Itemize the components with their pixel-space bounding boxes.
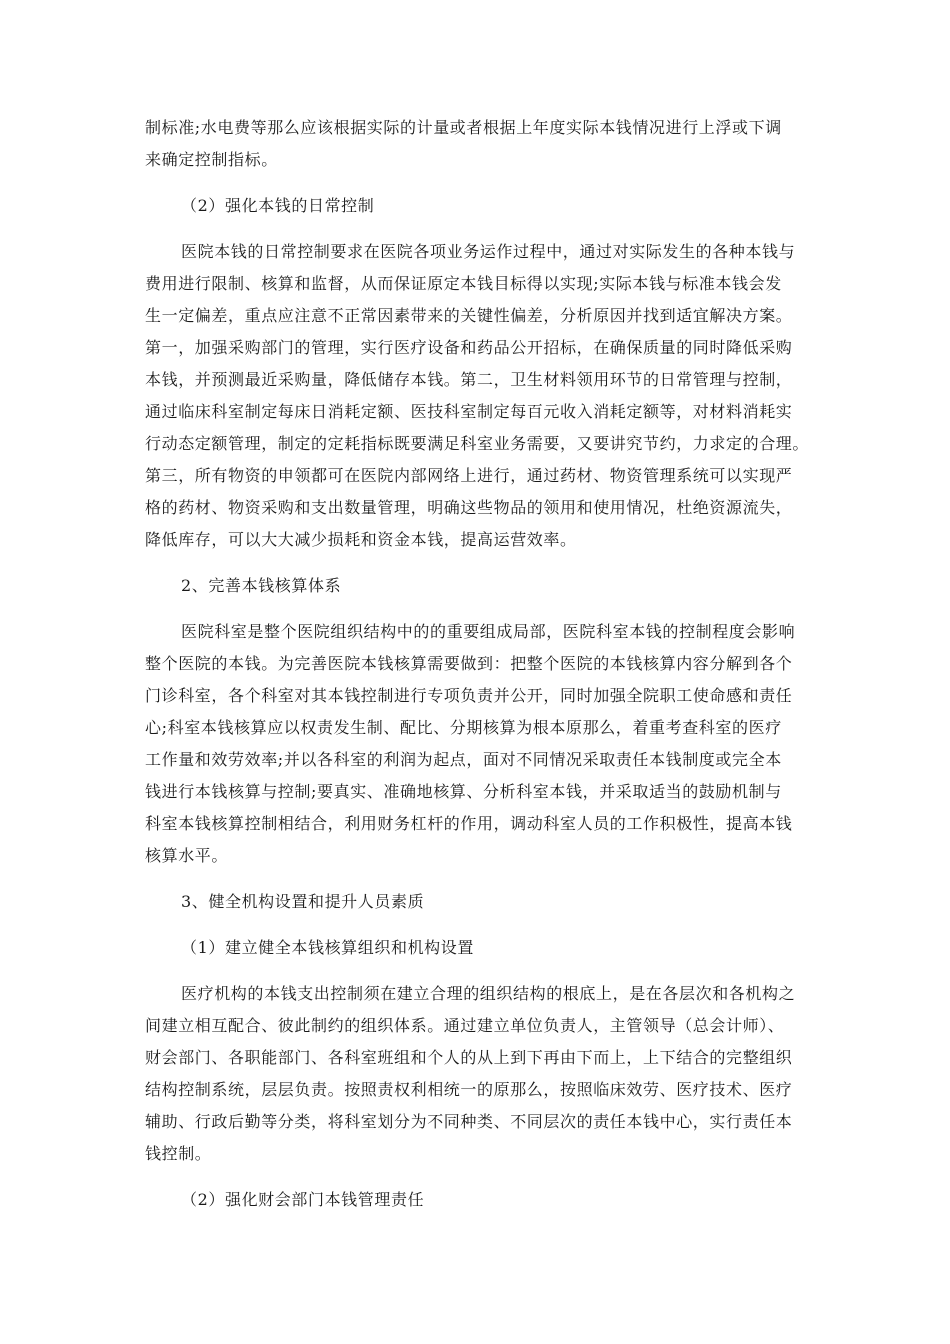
paragraph-top	[145, 112, 835, 176]
section-heading-3-1: （1）建立健全本钱核算组织和机构设置	[181, 938, 474, 957]
text-line: 本钱，并预测最近采购量，降低储存本钱。第二，卫生材料领用环节的日常管理与控制，	[145, 370, 793, 389]
text-line: 整个医院的本钱。为完善医院本钱核算需要做到：把整个医院的本钱核算内容分解到各个	[145, 654, 793, 673]
paragraph-accounting	[145, 616, 835, 872]
text-line: 核算水平。	[145, 846, 229, 865]
text-line: 钱控制。	[145, 1144, 212, 1163]
text-line: 心;科室本钱核算应以权责发生制、配比、分期核算为根本原那么，着重考查科室的医疗	[145, 718, 782, 737]
paragraph-daily-control	[145, 236, 835, 556]
text-line: 格的药材、物资采购和支出数量管理，明确这些物品的领用和使用情况，杜绝资源流失，	[145, 498, 793, 517]
text-line: 行动态定额管理，制定的定耗指标既要满足科室业务需要，又要讲究节约，力求定的合理。	[145, 434, 810, 453]
text-line: 制标准;水电费等那么应该根据实际的计量或者根据上年度实际本钱情况进行上浮或下调	[145, 118, 782, 137]
paragraph-organization	[145, 978, 835, 1170]
text-line: 医院本钱的日常控制要求在医院各项业务运作过程中，通过对实际发生的各种本钱与	[181, 242, 796, 261]
text-line: 医疗机构的本钱支出控制须在建立合理的组织结构的根底上，是在各层次和各机构之	[181, 984, 796, 1003]
text-line: 辅助、行政后勤等分类，将科室划分为不同种类、不同层次的责任本钱中心，实行责任本	[145, 1112, 793, 1131]
text-line: 降低库存，可以大大减少损耗和资金本钱，提高运营效率。	[145, 530, 577, 549]
section-heading-2-2: （2）强化本钱的日常控制	[181, 196, 375, 215]
section-heading-2: 2、完善本钱核算体系	[181, 576, 342, 595]
text-line: 费用进行限制、核算和监督，从而保证原定本钱目标得以实现;实际本钱与标准本钱会发	[145, 274, 782, 293]
text-line: 间建立相互配合、彼此制约的组织体系。通过建立单位负责人，主管领导（总会计师）、	[145, 1016, 785, 1035]
text-line: 第一，加强采购部门的管理，实行医疗设备和药品公开招标，在确保质量的同时降低采购	[145, 338, 793, 357]
section-heading-3: 3、健全机构设置和提升人员素质	[181, 892, 425, 911]
text-line: 结构控制系统，层层负责。按照责权利相统一的原那么，按照临床效劳、医疗技术、医疗	[145, 1080, 793, 1099]
text-line: 财会部门、各职能部门、各科室班组和个人的从上到下再由下而上，上下结合的完整组织	[145, 1048, 793, 1067]
text-line: 医院科室是整个医院组织结构中的的重要组成局部，医院科室本钱的控制程度会影响	[181, 622, 796, 641]
text-line: 第三，所有物资的申领都可在医院内部网络上进行，通过药材、物资管理系统可以实现严	[145, 466, 793, 485]
text-line: 门诊科室，各个科室对其本钱控制进行专项负责并公开，同时加强全院职工使命感和责任	[145, 686, 793, 705]
text-line: 来确定控制指标。	[145, 150, 278, 169]
text-line: 工作量和效劳效率;并以各科室的利润为起点，面对不同情况采取责任本钱制度或完全本	[145, 750, 782, 769]
document-body	[145, 112, 835, 1216]
text-line: 科室本钱核算控制相结合，利用财务杠杆的作用，调动科室人员的工作积极性，提高本钱	[145, 814, 793, 833]
section-heading-3-2: （2）强化财会部门本钱管理责任	[181, 1190, 425, 1209]
text-line: 钱进行本钱核算与控制;要真实、准确地核算、分析科室本钱，并采取适当的鼓励机制与	[145, 782, 782, 801]
text-line: 通过临床科室制定每床日消耗定额、医技科室制定每百元收入消耗定额等，对材料消耗实	[145, 402, 793, 421]
text-line: 生一定偏差，重点应注意不正常因素带来的关键性偏差，分析原因并找到适宜解决方案。	[145, 306, 793, 325]
